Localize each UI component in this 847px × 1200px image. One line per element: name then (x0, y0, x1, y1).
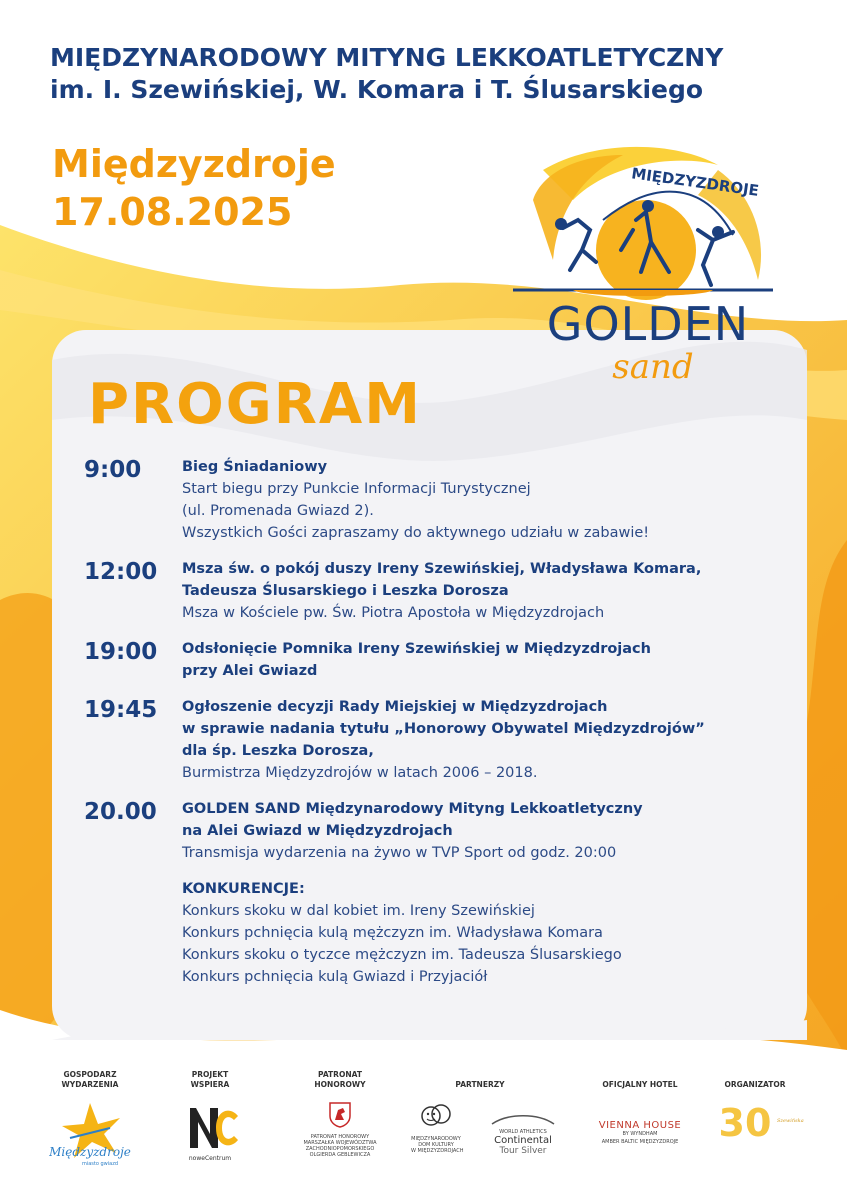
partner-mdk (411, 1102, 464, 1154)
event-body (182, 558, 784, 624)
schedule-event (84, 696, 784, 784)
contest-item: Konkurs skoku o tyczce mężczyzn im. Tadeusza Ślusarskiego (182, 947, 622, 963)
continental-tour-arc-icon (488, 1113, 558, 1125)
contest-item: Konkurs skoku w dal kobiet im. Ireny Szewińskiej (182, 903, 535, 919)
sponsor-host (40, 1070, 140, 1172)
schedule-event (84, 798, 784, 864)
event-title (182, 456, 784, 478)
contests-heading: KONKURENCJE: (182, 881, 305, 897)
nowe-centrum-logo (180, 1098, 240, 1168)
contests-section (182, 878, 782, 988)
schedule-event (84, 558, 784, 624)
hotel-label: OFICJALNY HOTEL (602, 1080, 678, 1089)
event-title (182, 798, 784, 842)
schedule-list (84, 456, 784, 878)
patron-text-2: MARSZAŁKA WOJEWÓDZTWA (303, 1140, 377, 1146)
patron-logo (285, 1102, 395, 1158)
partner1-text-3: W MIĘDZYZDROJACH (411, 1148, 464, 1154)
organizer-logo-text: 30 (718, 1101, 772, 1145)
patron-text-3: ZACHODNIOPOMORSKIEGO (305, 1146, 375, 1152)
event-description (182, 762, 784, 784)
hotel-sub: AMBER BALTIC MIĘDZYZDROJE (601, 1139, 679, 1145)
event-title (182, 696, 784, 762)
event-description-line: (ul. Promenada Gwiazd 2). (182, 503, 374, 519)
event-title-line: dla śp. Leszka Dorosza, (182, 743, 374, 759)
partner2-main: Continental (494, 1135, 552, 1146)
patron-text-1: PATRONAT HONOROWY (310, 1134, 370, 1140)
contest-item: Konkurs pchnięcia kulą Gwiazd i Przyjaciół (182, 969, 488, 985)
golden-sand-logo (503, 140, 793, 385)
event-title-line: przy Alei Gwiazd (182, 663, 318, 679)
event-title-line: Msza św. o pokój duszy Ireny Szewińskiej, Władysława Komara, (182, 561, 702, 577)
project-label-1: PROJEKT (191, 1070, 229, 1079)
patron-label-1: PATRONAT (318, 1070, 362, 1079)
event-description (182, 478, 784, 544)
partner-continental-tour (483, 1110, 563, 1156)
event-title-line: Ogłoszenie decyzji Rady Miejskiej w Międzyzdrojach (182, 699, 608, 715)
sponsor-hotel (590, 1070, 690, 1145)
event-body (182, 798, 784, 864)
patron-text-4: OLGIERDA GEBLEWICZA (309, 1152, 371, 1158)
event-title-line: na Alei Gwiazd w Międzyzdrojach (182, 823, 453, 839)
event-title-line: Odsłonięcie Pomnika Ireny Szewińskiej w Międzyzdrojach (182, 641, 651, 657)
partner1-text-1: MIĘDZYNARODOWY (411, 1136, 461, 1142)
event-description (182, 842, 784, 864)
event-time: 12:00 (84, 559, 158, 585)
griffin-crest-icon (329, 1102, 351, 1128)
logo-golden-text: GOLDEN (546, 297, 750, 351)
organizer-logo-sub: Szewińska (777, 1118, 804, 1124)
sponsors-footer (30, 1070, 820, 1190)
sponsor-organizer (710, 1070, 804, 1152)
event-body (182, 456, 784, 544)
event-title (182, 638, 784, 682)
organizer-30-logo (715, 1098, 804, 1148)
project-label-2: WSPIERA (190, 1080, 230, 1089)
event-title (182, 558, 784, 602)
event-description-line: Wszystkich Gości zapraszamy do aktywnego udziału w zabawie! (182, 525, 650, 541)
event-title-line: GOLDEN SAND Międzynarodowy Mityng Lekkoatletyczny (182, 801, 643, 817)
hotel-name: VIENNA HOUSE (598, 1120, 682, 1131)
hotel-by: BY WYNDHAM (622, 1131, 658, 1137)
sponsor-partners (395, 1070, 565, 1160)
host-logo-text: Międzyzdroje (49, 1145, 131, 1159)
event-city: Międzyzdroje (52, 142, 336, 186)
schedule-event (84, 456, 784, 544)
event-title-line: Tadeusza Ślusarskiego i Leszka Dorosza (182, 583, 509, 599)
event-description-line: Transmisja wydarzenia na żywo w TVP Sport od godz. 20:00 (182, 845, 617, 861)
sponsor-project (170, 1070, 250, 1172)
schedule-event (84, 638, 784, 682)
project-logo-sub: noweCentrum (188, 1155, 232, 1162)
partners-label: PARTNERZY (455, 1080, 505, 1089)
golden-sand-emblem (503, 140, 793, 385)
event-time: 19:45 (84, 697, 158, 723)
organizer-label: ORGANIZATOR (724, 1080, 786, 1089)
sponsor-patron (285, 1070, 395, 1158)
event-body (182, 696, 784, 784)
host-logo-sub: miasto gwiazd (81, 1161, 119, 1167)
event-title-line: Bieg Śniadaniowy (182, 459, 328, 475)
host-label-2: WYDARZENIA (61, 1080, 119, 1089)
event-place-date (52, 140, 336, 236)
partner1-text-2: DOM KULTURY (418, 1142, 454, 1148)
hotel-logo (590, 1120, 690, 1145)
event-title-line: w sprawie nadania tytułu „Honorowy Obywatel Międzyzdrojów” (182, 721, 705, 737)
title-line-1: MIĘDZYNARODOWY MITYNG LEKKOATLETYCZNY (50, 43, 724, 72)
event-description-line: Burmistrza Międzyzdrojów w latach 2006 – 2018. (182, 765, 538, 781)
event-time: 9:00 (84, 457, 142, 483)
logo-sand-text: sand (612, 347, 694, 387)
partner2-sub: Tour Silver (499, 1146, 547, 1156)
title-line-2: im. I. Szewińskiej, W. Komara i T. Ślusarskiego (50, 75, 704, 104)
patron-label-2: HONOROWY (314, 1080, 366, 1089)
event-description-line: Start biegu przy Punkcie Informacji Turystycznej (182, 481, 531, 497)
event-date: 17.08.2025 (52, 190, 293, 234)
theatre-masks-icon (419, 1102, 453, 1132)
event-time: 19:00 (84, 639, 158, 665)
event-description-line: Msza w Kościele pw. Św. Piotra Apostoła w Międzyzdrojach (182, 605, 605, 621)
event-time: 20.00 (84, 799, 157, 825)
program-heading: PROGRAM (88, 372, 422, 437)
event-description (182, 602, 784, 624)
event-body (182, 638, 784, 682)
partner2-small: WORLD ATHLETICS (499, 1129, 547, 1135)
logo-arc-text: MIĘDZYZDROJE (630, 164, 760, 200)
host-label-1: GOSPODARZ (63, 1070, 117, 1079)
event-title (50, 42, 810, 106)
miedzyzdroje-star-logo (40, 1098, 140, 1168)
contest-item: Konkurs pchnięcia kulą mężczyzn im. Władysława Komara (182, 925, 603, 941)
